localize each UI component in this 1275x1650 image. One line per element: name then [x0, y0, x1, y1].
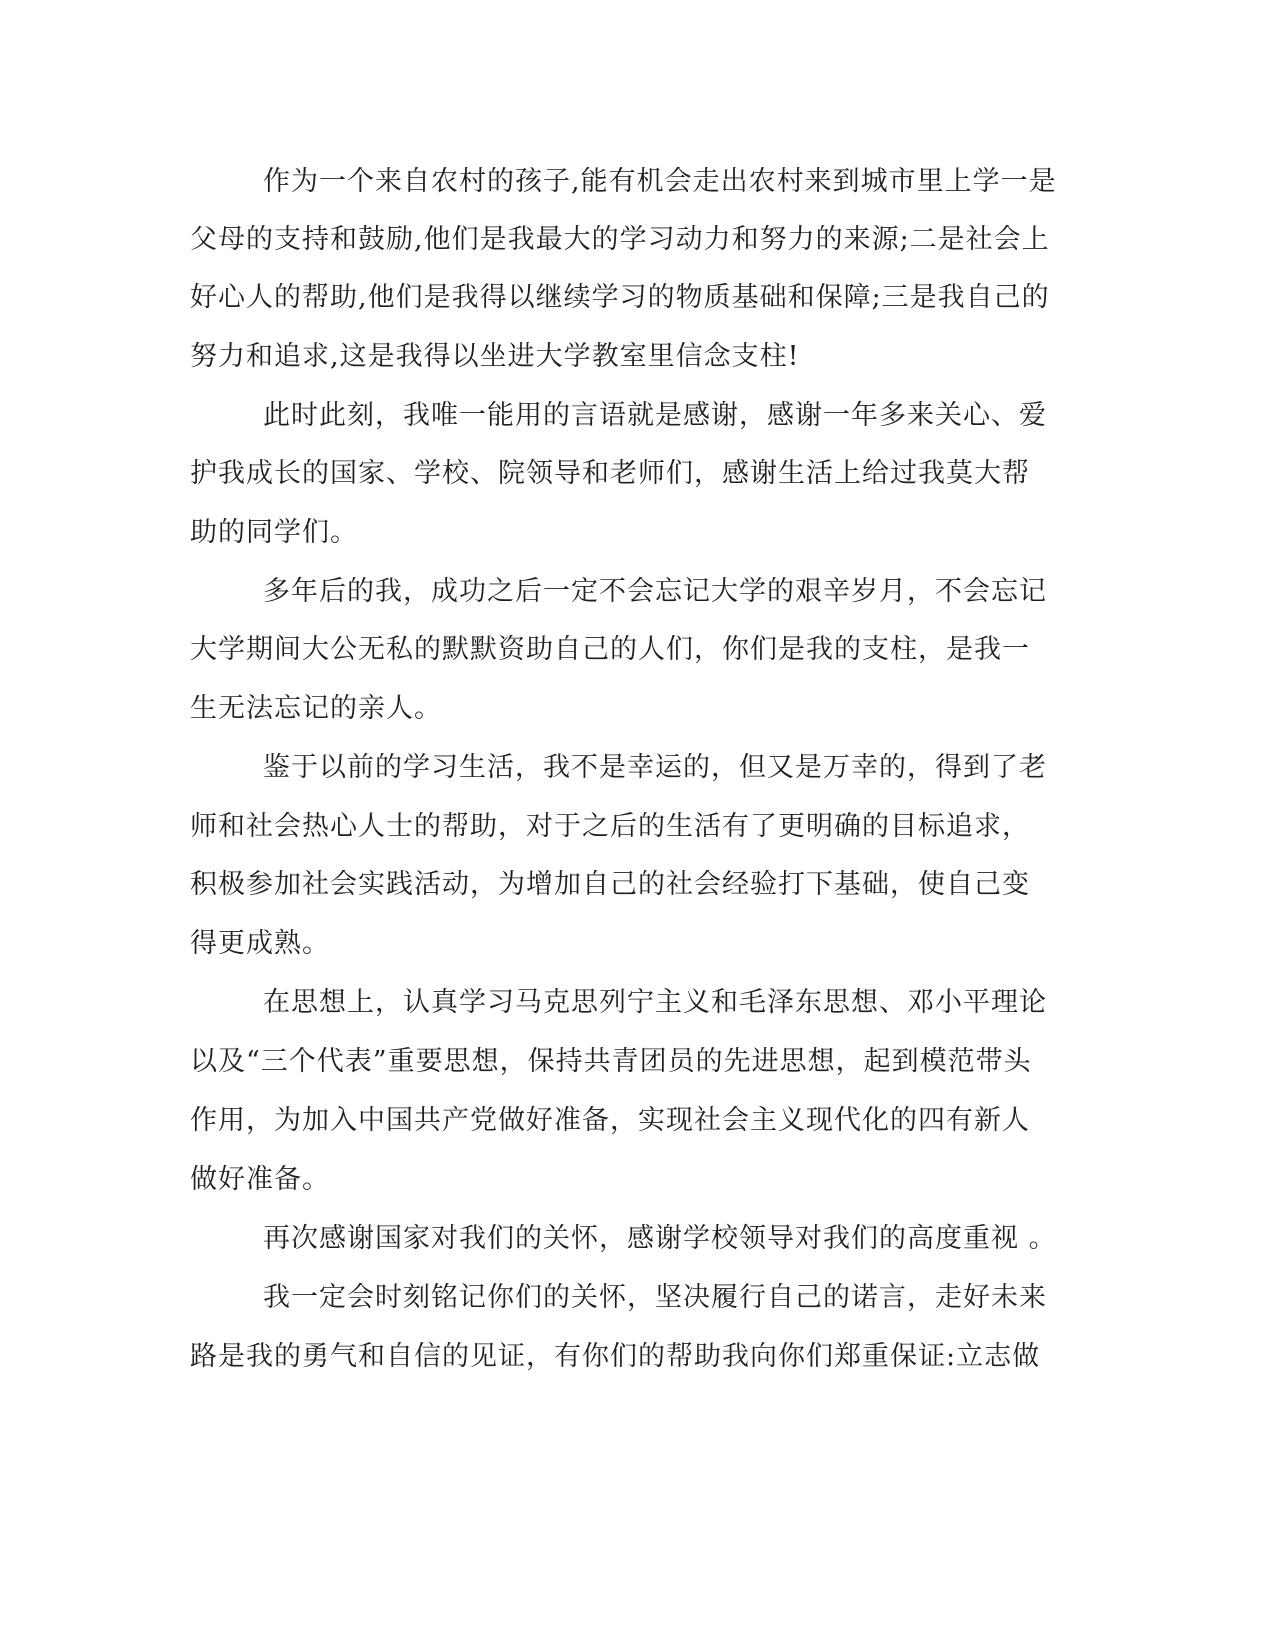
text-line: 我一定会时刻铭记你们的关怀，坚决履行自己的诺言，走好未来: [263, 1282, 1047, 1313]
text-line: 积极参加社会实践活动，为增加自己的社会经验打下基础，使自己变: [190, 869, 1030, 900]
text-line: 再次感谢国家对我们的关怀，感谢学校领导对我们的高度重视 。: [263, 1223, 1057, 1254]
text-line: 鉴于以前的学习生活，我不是幸运的，但又是万幸的，得到了老: [263, 752, 1047, 783]
text-line: 此时此刻，我唯一能用的言语就是感谢，感谢一年多来关心、爱: [263, 400, 1047, 431]
text-line: 在思想上，认真学习马克思列宁主义和毛泽东思想、邓小平理论: [263, 987, 1047, 1018]
text-line: 父母的支持和鼓励,他们是我最大的学习动力和努力的来源;二是社会上: [190, 224, 1050, 255]
text-line: 好心人的帮助,他们是我得以继续学习的物质基础和保障;三是我自己的: [190, 282, 1050, 313]
text-line: 做好准备。: [190, 1164, 330, 1195]
text-line: 作用，为加入中国共产党做好准备，实现社会主义现代化的四有新人: [190, 1105, 1030, 1136]
text-line: 作为一个来自农村的孩子,能有机会走出农村来到城市里上学一是: [263, 166, 1057, 197]
text-line: 以及“三个代表”重要思想，保持共青团员的先进思想，起到模范带头: [190, 1046, 1032, 1077]
text-line: 得更成熟。: [190, 928, 330, 959]
text-line: 多年后的我，成功之后一定不会忘记大学的艰辛岁月，不会忘记: [263, 576, 1047, 607]
text-line: 护我成长的国家、学校、院领导和老师们，感谢生活上给过我莫大帮: [190, 458, 1030, 489]
text-line: 大学期间大公无私的默默资助自己的人们，你们是我的支柱，是我一: [190, 634, 1030, 665]
text-line: 路是我的勇气和自信的见证，有你们的帮助我向你们郑重保证:立志做: [190, 1341, 1041, 1372]
text-line: 师和社会热心人士的帮助，对于之后的生活有了更明确的目标追求，: [190, 811, 1030, 842]
text-line: 助的同学们。: [190, 517, 358, 548]
text-line: 生无法忘记的亲人。: [190, 693, 442, 724]
text-line: 努力和追求,这是我得以坐进大学教室里信念支柱!: [190, 341, 800, 372]
